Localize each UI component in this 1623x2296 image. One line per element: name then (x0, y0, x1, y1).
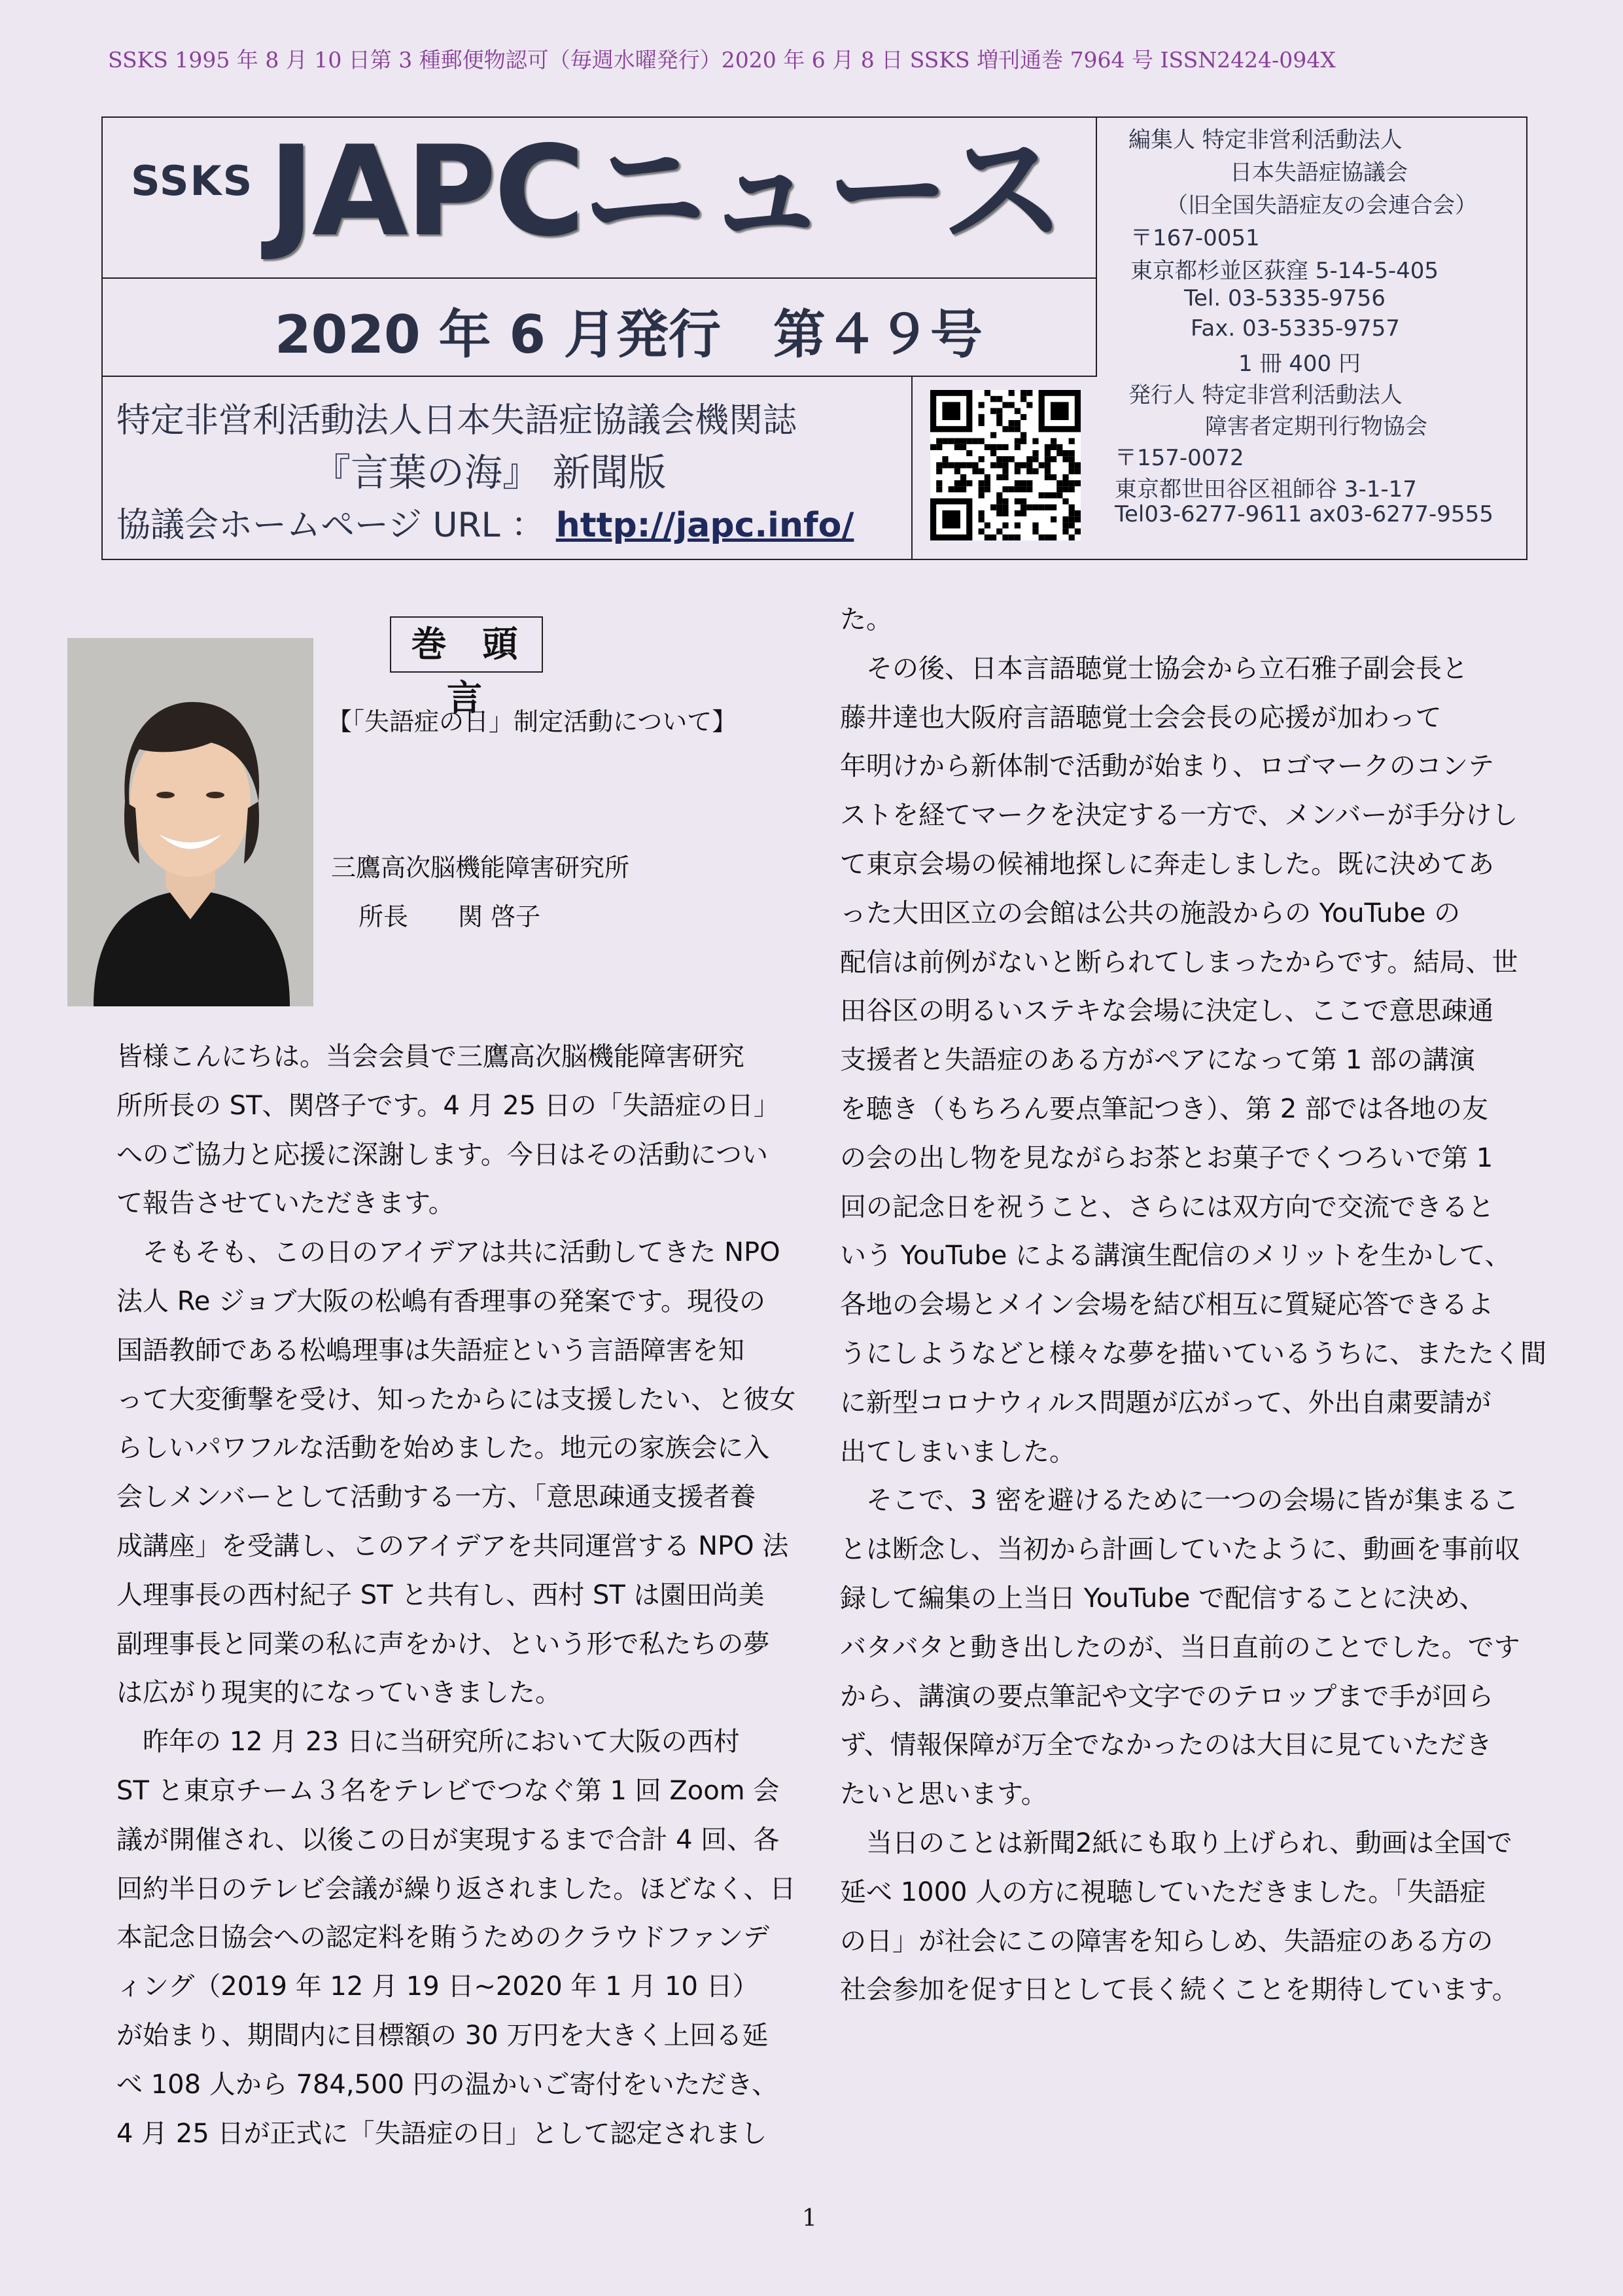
article-line: 本記念日協会への認定料を賄うためのクラウドファンデ (116, 1922, 769, 1953)
org-journal-line: 特定非営利活動法人日本失語症協議会機関誌 (116, 401, 797, 440)
qr-code (930, 390, 1081, 540)
article-line: 回の記念日を祝うこと、さらには双方向で交流できると (840, 1192, 1494, 1222)
article-line: 法人 Re ジョブ大阪の松嶋有香理事の発案です。現役の (116, 1286, 766, 1316)
author-affiliation: 三鷹高次脳機能障害研究所 (331, 853, 630, 882)
article-line: 延べ 1000 人の方に視聴していただきました。「失語症 (840, 1877, 1486, 1907)
article-line: バタバタと動き出したのが、当日直前のことでした。です (840, 1632, 1520, 1663)
publisher-info-line: 東京都杉並区荻窪 5-14-5-405 (1130, 258, 1439, 284)
issue-date: 2020 年 6 月発行 第４９号 (275, 304, 983, 365)
article-line: から、講演の要点筆記や文字でのテロップまで手が回ら (840, 1681, 1494, 1712)
publisher-info-line: 日本失語症協議会 (1230, 160, 1408, 186)
article-line: ィング（2019 年 12 月 19 日~2020 年 1 月 10 日） (116, 1971, 759, 2002)
article-line: 皆様こんにちは。当会会員で三鷹高次脳機能障害研究 (116, 1042, 744, 1072)
publisher-info-line: Tel. 03-5335-9756 (1184, 285, 1386, 311)
article-line: ストを経てマークを決定する一方で、メンバーが手分けし (840, 800, 1518, 831)
article-line: 録して編集の上当日 YouTube で配信することに決め、 (840, 1583, 1486, 1614)
masthead-title: JAPCニュース (268, 119, 1063, 264)
publication-header-line: SSKS 1995 年 8 月 10 日第 3 種郵便物認可（毎週水曜発行）2020 年 6 月 8 日 SSKS 増刊通巻 7964 号 ISSN2424-094X (108, 47, 1336, 73)
article-line: って大変衝撃を受け、知ったからには支援したい、と彼女 (116, 1384, 796, 1415)
article-line: 所所長の ST、関啓子です。4 月 25 日の「失語症の日」 (116, 1090, 780, 1121)
article-line: 支援者と失語症のある方がペアになって第 1 部の講演 (840, 1045, 1475, 1076)
article-line: 出てしまいました。 (840, 1436, 1075, 1467)
article-line: 年明けから新体制で活動が始まり、ロゴマークのコンテ (840, 751, 1494, 782)
page-number: 1 (802, 2205, 817, 2232)
article-line: て東京会場の候補地探しに奔走しました。既に決めてあ (840, 849, 1494, 879)
article-line: その後、日本言語聴覚士協会から立石雅子副会長と (840, 653, 1468, 684)
article-line: そこで、3 密を避けるために一つの会場に皆が集まるこ (840, 1485, 1519, 1516)
article-line: たいと思います。 (840, 1779, 1047, 1810)
article-line: た。 (840, 605, 892, 635)
publisher-info-line: Fax. 03-5335-9757 (1191, 315, 1400, 342)
author-name: 所長 関 啓子 (358, 902, 541, 931)
publisher-info-line: Tel03-6277-9611 ax03-6277-9555 (1115, 501, 1493, 527)
article-line: の会の出し物を見ながらお茶とお菓子でくつろいで第 1 (840, 1142, 1493, 1173)
article-line: とは断念し、当初から計画していたように、動画を事前収 (840, 1534, 1520, 1565)
homepage-line (116, 497, 854, 546)
publisher-info-line: 〒157-0072 (1115, 445, 1244, 471)
article-line: 昨年の 12 月 23 日に当研究所において大阪の西村 (116, 1727, 740, 1757)
masthead-ssks-label: SSKS (131, 157, 254, 205)
publisher-info-line: （旧全国失語症友の会連合会） (1166, 192, 1477, 219)
article-line: そもそも、この日のアイデアは共に活動してきた NPO (116, 1237, 780, 1268)
publisher-info-line: 障害者定期刊行物協会 (1205, 414, 1427, 440)
article-line: 回約半日のテレビ会議が繰り返されました。ほどなく、日 (116, 1873, 796, 1904)
article-line: 当日のことは新聞2紙にも取り上げられ、動画は全国で (840, 1828, 1512, 1858)
publisher-info-line: 東京都世田谷区祖師谷 3-1-17 (1115, 476, 1417, 503)
article-line: 4 月 25 日が正式に「失語症の日」として認定されまし (116, 2118, 767, 2149)
article-line: へのご協力と応援に深謝します。今日はその活動につい (116, 1139, 768, 1170)
article-line: に新型コロナウィルス問題が広がって、外出自粛要請が (840, 1387, 1492, 1418)
article-line: 田谷区の明るいステキな会場に決定し、ここで意思疎通 (840, 996, 1494, 1027)
article-line: を聴き（もちろん要点筆記つき）、第 2 部では各地の友 (840, 1093, 1488, 1124)
article-line: らしいパワフルな活動を始めました。地元の家族会に入 (116, 1433, 770, 1464)
publisher-info-line: 発行人 特定非営利活動法人 (1128, 382, 1403, 408)
article-line: いう YouTube による講演生配信のメリットを生かして、 (840, 1241, 1511, 1271)
article-right-column (840, 595, 1546, 2015)
homepage-url-label: 協議会ホームページ URL ： (116, 506, 546, 545)
article-line: は広がり現実的になっていきました。 (116, 1678, 561, 1708)
author-photo (67, 638, 313, 1006)
article-line: 人理事長の西村紀子 ST と共有し、西村 ST は園田尚美 (116, 1580, 765, 1610)
article-line: の日」が社会にこの障害を知らしめ、失語症のある方の (840, 1926, 1493, 1956)
homepage-url-link[interactable]: http://japc.info/ (555, 506, 854, 545)
article-line: ず、情報保障が万全でなかったのは大目に見ていただき (840, 1730, 1492, 1761)
article-line: 議が開催され、以後この日が実現するまで合計 4 回、各 (116, 1824, 780, 1855)
publisher-info-line: 編集人 特定非営利活動法人 (1128, 127, 1403, 153)
publisher-info-line: 1 冊 400 円 (1238, 351, 1361, 377)
article-line: った大田区立の会館は公共の施設からの YouTube の (840, 898, 1461, 928)
publisher-info-line: 〒167-0051 (1130, 225, 1260, 251)
article-line: 配信は前例がないと断られてしまったからです。結局、世 (840, 947, 1518, 978)
article-line: べ 108 人から 784,500 円の温かいご寄付をいただき、 (116, 2069, 778, 2100)
article-line: 会しメンバーとして活動する一方、「意思疎通支援者養 (116, 1482, 756, 1513)
article-line: 社会参加を促す日として長く続くことを期待しています。 (840, 1975, 1518, 2005)
article-line: 藤井達也大阪府言語聴覚士会会長の応援が加わって (840, 702, 1442, 733)
article-line: ST と東京チーム３名をテレビでつなぐ第 1 回 Zoom 会 (116, 1775, 780, 1806)
article-line: 国語教師である松嶋理事は失語症という言語障害を知 (116, 1335, 744, 1366)
article-heading: 巻 頭 言 (390, 616, 543, 673)
article-line: 成講座」を受講し、このアイデアを共同運営する NPO 法 (116, 1530, 789, 1561)
article-subtitle: 【「失語症の日」制定活動について】 (327, 707, 737, 736)
article-left-column (116, 1033, 795, 2158)
article-line: が始まり、期間内に目標額の 30 万円を大きく上回る延 (116, 2020, 769, 2051)
article-line: うにしようなどと様々な夢を描いているうちに、またたく間 (840, 1338, 1546, 1369)
article-line: て報告させていただきます。 (116, 1188, 455, 1219)
article-line: 各地の会場とメイン会場を結び相互に質疑応答できるよ (840, 1290, 1494, 1320)
article-line: 副理事長と同業の私に声をかけ、という形で私たちの夢 (116, 1629, 770, 1659)
qr-code-graphic (930, 390, 1081, 540)
org-journal-title: 『言葉の海』 新聞版 (313, 450, 667, 495)
